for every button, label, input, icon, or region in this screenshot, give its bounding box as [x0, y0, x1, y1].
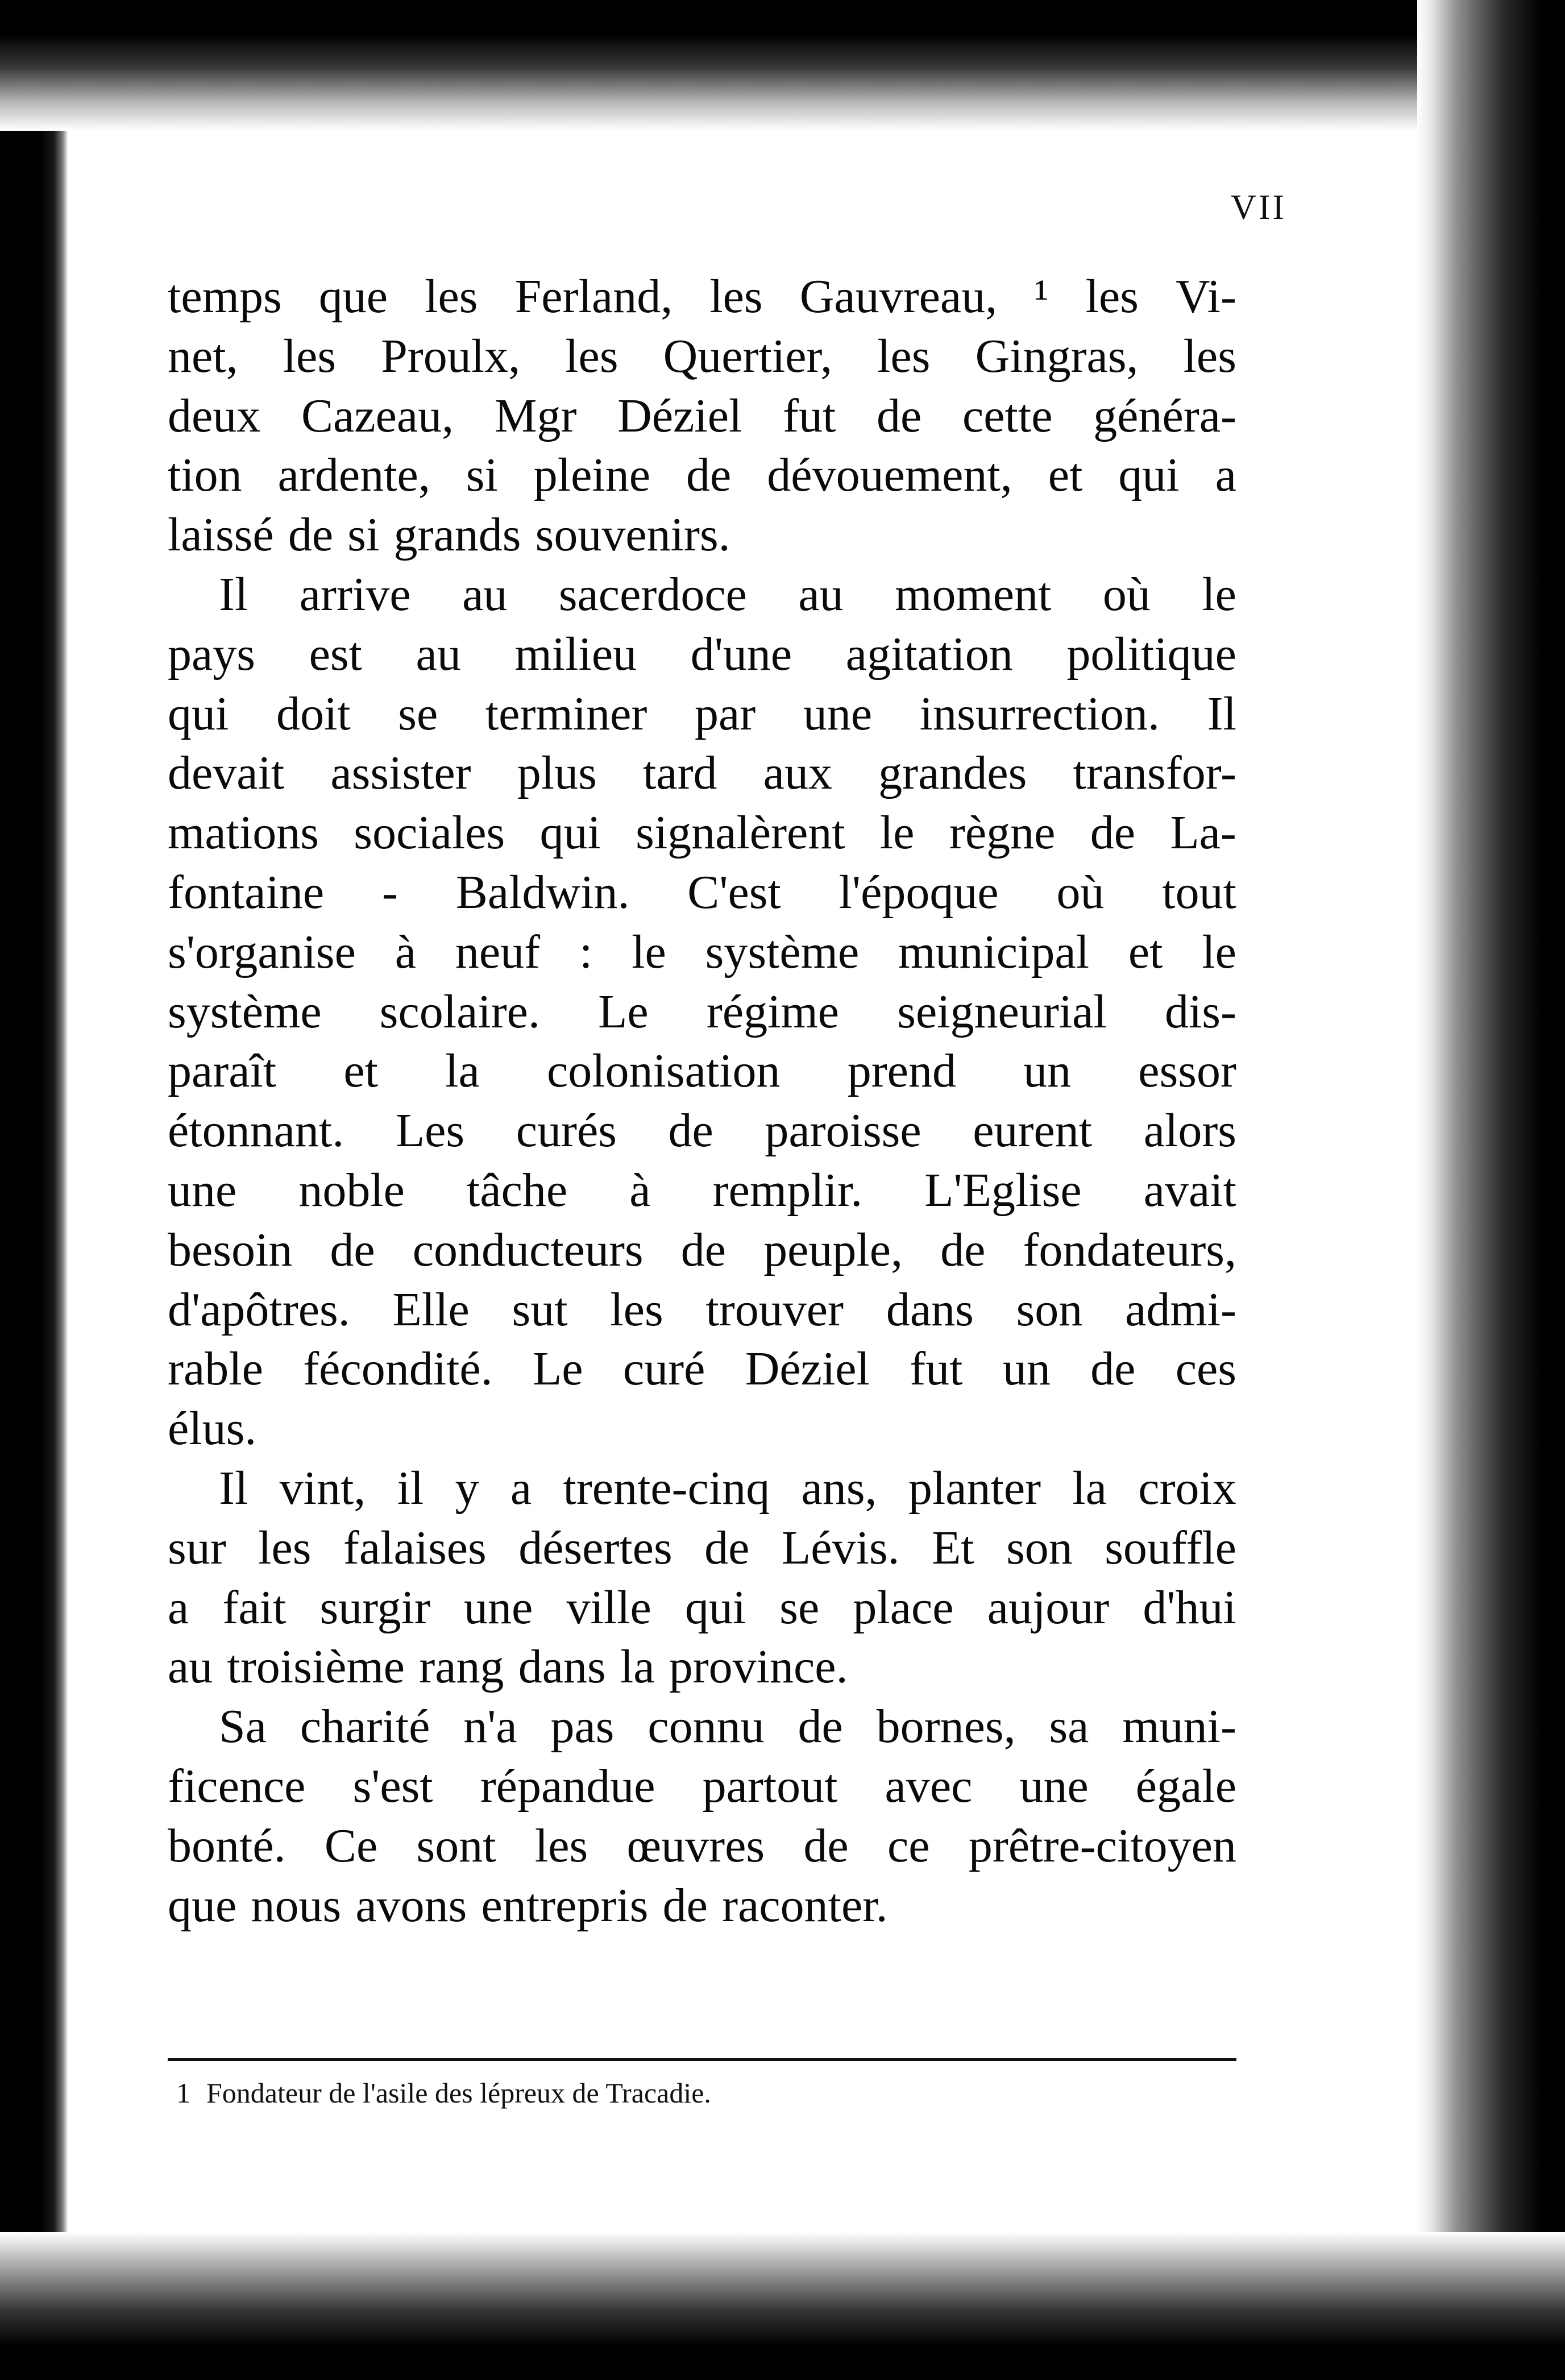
word: a [510, 1461, 532, 1515]
text-line [168, 625, 1236, 685]
word: Les [395, 1104, 465, 1158]
word: ville [566, 1581, 651, 1634]
word: temps [168, 270, 282, 323]
word: mations [168, 806, 319, 860]
word: que [168, 1879, 237, 1932]
word: règne [949, 806, 1056, 860]
word: rable [168, 1342, 263, 1396]
word: de [1090, 1342, 1136, 1396]
word: avait [1143, 1163, 1236, 1217]
word: fut [910, 1342, 963, 1396]
word: les [1085, 270, 1139, 323]
page-number: VII [1231, 188, 1287, 227]
word: son [1006, 1521, 1073, 1574]
word: admi- [1125, 1283, 1236, 1336]
word: de [288, 508, 334, 562]
word: tion [168, 449, 242, 502]
word: système [705, 925, 860, 978]
word: partout [702, 1759, 838, 1813]
word: sacerdoce [558, 567, 747, 621]
word: de [686, 449, 732, 502]
word: au [168, 1640, 213, 1694]
word: si [347, 508, 380, 562]
text-line [168, 1101, 1236, 1161]
word: pays [168, 627, 255, 681]
word: où [1056, 865, 1105, 919]
word: les [283, 329, 337, 383]
word: Lévis. [781, 1521, 900, 1574]
footnote-marker: 1 [176, 2077, 190, 2109]
word: et [343, 1044, 378, 1098]
word: croix [1138, 1461, 1236, 1515]
word: de [680, 1223, 726, 1276]
word: et [1128, 925, 1163, 978]
text-line [168, 1042, 1236, 1101]
word: rang [419, 1640, 504, 1694]
text-line [168, 1757, 1236, 1817]
word: municipal [898, 925, 1090, 978]
scan-border-top [0, 0, 1565, 131]
word: falaises [343, 1521, 487, 1574]
word: place [853, 1581, 954, 1634]
word: au [798, 567, 844, 621]
word: connu [647, 1700, 765, 1753]
word: est [309, 627, 362, 681]
word: le [1202, 567, 1236, 621]
word: de [803, 1819, 849, 1872]
word: La- [1170, 806, 1236, 860]
word: l'époque [838, 865, 999, 919]
word: besoin [168, 1223, 293, 1276]
scan-border-left [0, 0, 68, 2380]
word: d'une [690, 627, 792, 681]
text-line [168, 505, 1236, 565]
word: souffle [1105, 1521, 1236, 1574]
word: système [168, 985, 322, 1038]
word: par [694, 687, 756, 740]
word: à [395, 925, 417, 978]
footnote-text: Fondateur de l'asile des lépreux de Tracadie. [206, 2077, 711, 2109]
text-line [168, 863, 1236, 923]
word: a [168, 1581, 189, 1634]
word: que [318, 270, 388, 323]
text-line [168, 803, 1236, 863]
word: de [877, 389, 922, 442]
word: sut [512, 1283, 568, 1336]
word: seigneurial [897, 985, 1107, 1038]
word: charité [300, 1700, 430, 1753]
text-line [168, 1280, 1236, 1340]
word: sur [168, 1521, 226, 1574]
word: L'Eglise [924, 1163, 1082, 1217]
word: et [1048, 449, 1083, 502]
word: les [877, 329, 931, 383]
word: étonnant. [168, 1104, 344, 1158]
word: de [662, 1879, 708, 1932]
word: de [668, 1104, 713, 1158]
word: Sa [219, 1700, 267, 1753]
word: tout [1162, 865, 1236, 919]
word: peuple, [763, 1223, 903, 1276]
word: les [610, 1283, 663, 1336]
word: Déziel [617, 389, 742, 442]
word: trouver [705, 1283, 844, 1336]
word: les [258, 1521, 312, 1574]
text-line [168, 1578, 1236, 1638]
word: ce [887, 1819, 930, 1872]
word: Et [931, 1521, 974, 1574]
word: répandue [480, 1759, 655, 1813]
text-line [168, 1637, 1236, 1697]
word: pleine [533, 449, 651, 502]
text-line [168, 1519, 1236, 1578]
word: au [416, 627, 461, 681]
word: Ferland, [514, 270, 673, 323]
word: si [466, 449, 498, 502]
word: ¹ [1034, 270, 1049, 323]
word: Proulx, [381, 329, 521, 383]
word: la [445, 1044, 480, 1098]
word: sociales [354, 806, 505, 860]
word: terminer [485, 687, 647, 740]
word: œuvres [626, 1819, 765, 1872]
word: Cazeau, [301, 389, 454, 442]
word: avec [885, 1759, 973, 1813]
word: cette [962, 389, 1053, 442]
word: le [879, 806, 915, 860]
word: le [1202, 925, 1236, 978]
word: fécondité. [303, 1342, 493, 1396]
text-line [168, 327, 1236, 387]
word: Gingras, [975, 329, 1139, 383]
word: bornes, [876, 1700, 1016, 1753]
word: noble [298, 1163, 405, 1217]
text-line [168, 267, 1236, 327]
word: essor [1138, 1044, 1236, 1098]
text-line [168, 1340, 1236, 1399]
word: alors [1143, 1104, 1236, 1158]
word: pas [550, 1700, 615, 1753]
word: Le [598, 985, 649, 1038]
word: Vi- [1176, 270, 1236, 323]
word: aux [763, 747, 832, 800]
word: dévouement, [767, 449, 1012, 502]
word: paraît [168, 1044, 277, 1098]
word: ans, [801, 1461, 877, 1515]
word: Déziel [745, 1342, 870, 1396]
word: sont [416, 1819, 496, 1872]
text-line [168, 685, 1236, 744]
text-line [168, 982, 1236, 1042]
word: signalèrent [636, 806, 845, 860]
word: qui [168, 687, 229, 740]
word: ces [1175, 1342, 1236, 1396]
word: où [1102, 567, 1151, 621]
word: deux [168, 389, 261, 442]
word: aujour [987, 1581, 1110, 1634]
word: s'organise [168, 925, 356, 978]
word: s'est [352, 1759, 433, 1813]
word: colonisation [546, 1044, 781, 1098]
text-line [168, 565, 1236, 625]
word: grandes [878, 747, 1027, 800]
word: souvenirs. [535, 508, 730, 562]
text-line [168, 1161, 1236, 1221]
word: une [464, 1581, 533, 1634]
word: Gauvreau, [799, 270, 998, 323]
word: ficence [168, 1759, 306, 1813]
word: les [425, 270, 478, 323]
word: un [1002, 1342, 1051, 1396]
footnote-divider [168, 2058, 1236, 2061]
word: le [632, 925, 666, 978]
word: de [1090, 806, 1136, 860]
footnote [176, 2076, 711, 2109]
word: de [798, 1700, 843, 1753]
word: dis- [1164, 985, 1236, 1038]
word: ardente, [277, 449, 430, 502]
word: avons [355, 1879, 467, 1932]
word: de [704, 1521, 750, 1574]
word: remplir. [712, 1163, 863, 1217]
word: vint, [279, 1461, 366, 1515]
word: généra- [1093, 389, 1236, 442]
word: la [1072, 1461, 1107, 1515]
word: Quertier, [663, 329, 833, 383]
text-line [168, 744, 1236, 803]
word: laissé [168, 508, 274, 562]
word: dans [886, 1283, 974, 1336]
word: devait [168, 747, 285, 800]
word: égale [1135, 1759, 1236, 1813]
text-line [168, 923, 1236, 982]
word: fondateurs, [1023, 1223, 1236, 1276]
text-line [168, 1221, 1236, 1280]
text-line [168, 387, 1236, 446]
scan-border-bottom [0, 2232, 1565, 2380]
word: planter [908, 1461, 1041, 1515]
word: Elle [392, 1283, 470, 1336]
text-line [168, 1817, 1236, 1876]
word: nous [251, 1879, 342, 1932]
word: politique [1066, 627, 1236, 681]
scan-border-right [1417, 0, 1565, 2380]
word: muni- [1122, 1700, 1236, 1753]
word: les [709, 270, 763, 323]
word: entrepris [481, 1879, 649, 1932]
word: prêtre-citoyen [968, 1819, 1236, 1872]
word: fait [222, 1581, 287, 1634]
word: transfor- [1073, 747, 1236, 800]
word: net, [168, 329, 238, 383]
word: plus [517, 747, 597, 800]
word: eurent [973, 1104, 1093, 1158]
word: à [629, 1163, 651, 1217]
word: tard [642, 747, 717, 800]
word: les [1183, 329, 1236, 383]
word: de [940, 1223, 986, 1276]
word: désertes [518, 1521, 673, 1574]
word: de [330, 1223, 375, 1276]
word: tâche [467, 1163, 568, 1217]
word: : [579, 925, 593, 978]
word: C'est [687, 865, 781, 919]
word: se [779, 1581, 820, 1634]
word: insurrection. [919, 687, 1160, 740]
word: province. [669, 1640, 848, 1694]
text-line [168, 1399, 1236, 1459]
word: - [382, 865, 398, 919]
word: n'a [463, 1700, 517, 1753]
word: Mgr [494, 389, 577, 442]
word: prend [847, 1044, 956, 1098]
word: une [1019, 1759, 1089, 1813]
word: les [534, 1819, 588, 1872]
word: a [1215, 449, 1236, 502]
word: les [565, 329, 618, 383]
word: y [455, 1461, 479, 1515]
word: paroisse [765, 1104, 921, 1158]
word: neuf [455, 925, 541, 978]
word: Il [1207, 687, 1236, 740]
word: élus. [168, 1402, 257, 1456]
word: Il [219, 567, 248, 621]
text-line [168, 1697, 1236, 1757]
word: arrive [299, 567, 411, 621]
word: il [397, 1461, 424, 1515]
word: milieu [514, 627, 637, 681]
word: dans [518, 1640, 606, 1694]
word: trente-cinq [563, 1461, 770, 1515]
word: d'hui [1143, 1581, 1236, 1634]
word: au [462, 567, 508, 621]
word: doit [276, 687, 351, 740]
word: agitation [845, 627, 1013, 681]
word: surgir [319, 1581, 430, 1634]
word: scolaire. [379, 985, 540, 1038]
word: Ce [324, 1819, 378, 1872]
body-text [168, 267, 1236, 1935]
word: régime [706, 985, 840, 1038]
word: une [168, 1163, 237, 1217]
text-line [168, 1876, 1236, 1936]
word: un [1023, 1044, 1072, 1098]
word: qui [1118, 449, 1180, 502]
word: troisième [227, 1640, 405, 1694]
word: grands [393, 508, 521, 562]
word: Il [219, 1461, 248, 1515]
word: son [1016, 1283, 1083, 1336]
word: d'apôtres. [168, 1283, 350, 1336]
text-line [168, 1459, 1236, 1519]
word: fontaine [168, 865, 325, 919]
word: fut [783, 389, 836, 442]
word: une [803, 687, 873, 740]
word: sa [1049, 1700, 1089, 1753]
word: la [620, 1640, 655, 1694]
word: bonté. [168, 1819, 286, 1872]
word: curé [622, 1342, 705, 1396]
word: assister [330, 747, 471, 800]
word: raconter. [722, 1879, 888, 1932]
word: Le [532, 1342, 583, 1396]
word: Baldwin. [455, 865, 630, 919]
word: se [398, 687, 438, 740]
word: conducteurs [412, 1223, 644, 1276]
text-line [168, 446, 1236, 505]
word: moment [895, 567, 1052, 621]
word: curés [516, 1104, 617, 1158]
word: qui [684, 1581, 746, 1634]
word: qui [539, 806, 601, 860]
